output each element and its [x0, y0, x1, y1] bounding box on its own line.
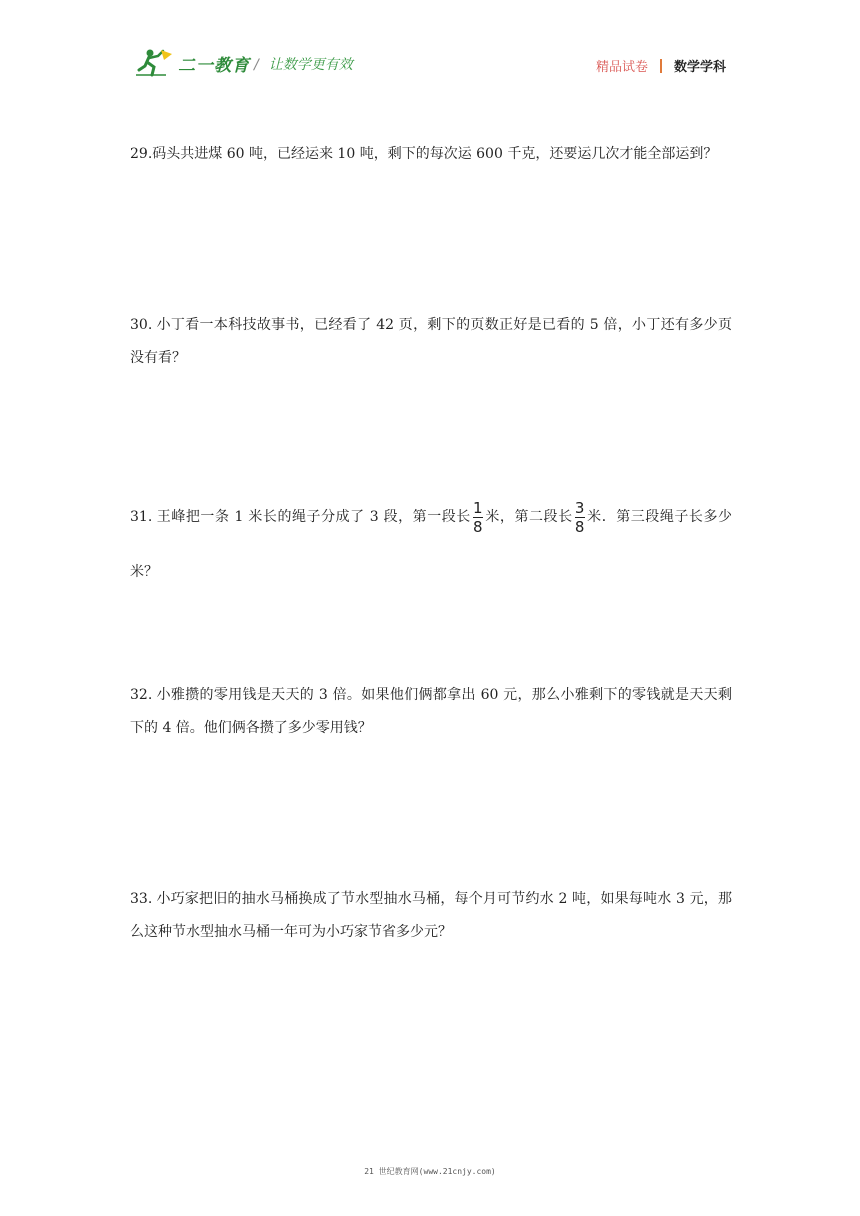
- question-number: 30.: [130, 317, 153, 333]
- question-text: 小丁看一本科技故事书，已经看了 42 页，剩下的页数正好是已看的 5 倍，小丁还有多少页没有看？: [130, 317, 732, 366]
- fraction-denominator: 8: [473, 517, 483, 536]
- header-right: [596, 56, 726, 75]
- question-32: [130, 679, 732, 745]
- question-text: 码头共进煤 60 吨，已经运来 10 吨，剩下的每次运 600 千克，还要运几次才能全部运到？: [152, 146, 718, 162]
- runner-logo-icon: [136, 48, 174, 78]
- logo: [136, 48, 250, 78]
- question-number: 31.: [130, 509, 153, 525]
- header-divider: [660, 59, 662, 73]
- question-text: 小巧家把旧的抽水马桶换成了节水型抽水马桶，每个月可节约水 2 吨，如果每吨水 3 元，那么这种节水型抽水马桶一年可为小巧家节省多少元？: [130, 891, 732, 940]
- page-footer: 21 世纪教育网(www.21cnjy.com): [364, 1167, 496, 1176]
- question-number: 32.: [130, 687, 153, 703]
- question-31: [130, 490, 732, 600]
- question-number: 33.: [130, 891, 153, 907]
- fraction-three-eighths: [575, 500, 585, 535]
- brand-name: 二一教育: [178, 55, 250, 76]
- question-number: 29.: [130, 146, 153, 162]
- fraction-numerator: 3: [574, 498, 585, 517]
- subject-label: 数学学科: [673, 60, 726, 75]
- slogan: [254, 54, 353, 74]
- question-text: 小雅攒的零用钱是天天的 3 倍。如果他们俩都拿出 60 元，那么小雅剩下的零钱就是天天剩下的 4 倍。他们俩各攒了多少零用钱？: [130, 687, 732, 736]
- fraction-denominator: 8: [574, 517, 585, 536]
- question-text-part-a: 王峰把一条 1 米长的绳子分成了 3 段，第一段长: [156, 509, 471, 525]
- fraction-one-eighth: [473, 500, 483, 535]
- question-33: [130, 883, 732, 949]
- paper-type-label: 精品试卷: [595, 60, 648, 75]
- page-header: [0, 40, 860, 90]
- question-29: [130, 138, 732, 171]
- question-text-part-b: 米，第二段长: [484, 509, 573, 525]
- fraction-numerator: 1: [473, 498, 483, 517]
- slogan-text: 让数学更有效: [268, 57, 353, 73]
- slogan-separator: /: [254, 57, 259, 73]
- question-text-part-c: 米．第三段绳子长多少米？: [130, 509, 733, 580]
- question-30: [130, 309, 732, 375]
